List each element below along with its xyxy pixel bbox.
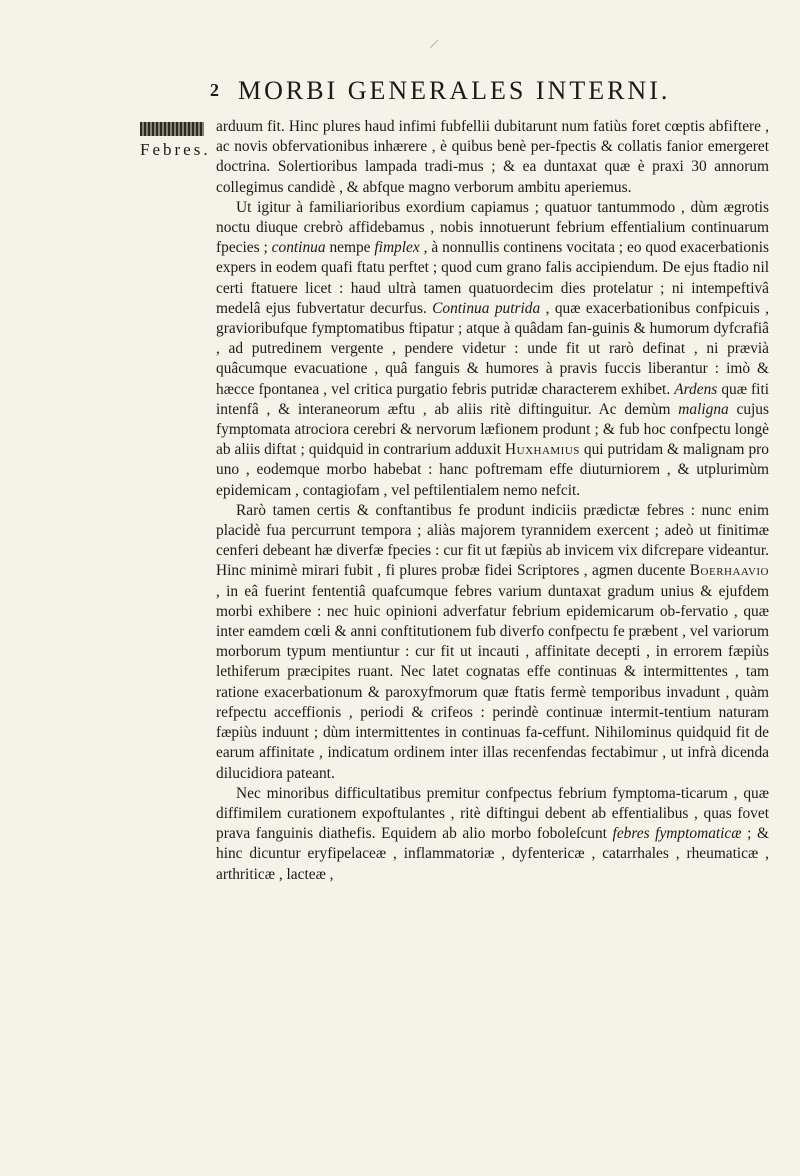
- paragraph: [216, 198, 769, 501]
- margin-note: Febres.: [140, 140, 211, 159]
- text-run: Rarò tamen certis & conftantibus fe produnt indiciis prædictæ febres : nunc enim placidè fua percurrunt tempora ; aliàs majorem tyrannidem exercent ; adeò ut finitimæ cenferi debeant hæ diverfæ fpecies : cur fit ut fæpiùs ab invicem vix difcrepare videantur. Hinc minimè mirari fubit , fi plures probæ fidei Scriptores , agmen ducente: [216, 501, 769, 580]
- paragraph: [216, 784, 769, 885]
- italic-term: Continua putrida: [432, 299, 541, 317]
- text-run: Nec minoribus difficultatibus premitur confpectus febrium fymptoma-ticarum , quæ diffimilem curationem expoftulantes , ritè diftingui debent ab effentialibus , quas fovet prava fanguinis diathefis. Equidem ab alio morbo foboleſcunt: [216, 784, 769, 843]
- text-run: , in eâ fuerint fententiâ quafcumque febres varium duntaxat gradum unius & ejufdem morbi exhibere : nec huic opinioni adverfatur febrium epidemicarum ob-fervatio , quæ inter eamdem cœli & anni conftitutionem fub diverfo confpectu fe præbent , vel variorum morborum typum mentiuntur : cur fit ut incauti , affinitate decepti , in errorem fæpiùs lethiferum præcipites ruant. Nec latet cognatas effe continuas & intermittentes , tam ratione exacerbationum & paroxyfmorum quæ ftatis fermè temporibus invadunt , quàm refpectu acceffionis , periodi & crifeos : perindè continuæ intermit-tentium naturam fæpiùs induunt ; dùm intermittentes in continuas fa-ceffunt. Nihilominus quidquid fit de earum affinitate , indicatum ordinem inter illas recenfendas fectabimur , ut infrà dicenda dilucidiora pateant.: [216, 582, 769, 782]
- ink-speck-icon: [428, 38, 440, 50]
- page-number: 2: [210, 80, 219, 100]
- italic-term: continua: [271, 239, 326, 257]
- text-run: , à nonnullis continens vocitata ; eo quod exacerbationis expers in eodem quafi ftatu perftet ; quod cum grano falis accipiendum. De ejus ftadio nil certi ftatuere licet : haud ultrà tamen quatuordecim dies protelatur ; ni intempeftivâ medelâ ejus fubvertatur decurfus.: [216, 239, 769, 317]
- text-run: qui putridam & malignam pro uno , eodemque morbo habebat : hanc poftremam effe diuturniorem , & utplurimùm epidemicam , contagiofam , vel peftilentialem nemo nefcit.: [216, 441, 769, 499]
- italic-term: febres fymptomaticæ: [612, 825, 742, 843]
- text-run: arduum fit. Hinc plures haud infimi fubfellii dubitarunt num fatiùs foret cœptis abfiftere , ac novis obfervationibus inhærere , è quibus benè per-fpectis & collatis fanior emergeret doctrina. Solertioribus lampada tradi-mus ; & ea duntaxat quæ è praxi 30 annorum collegimus candidè , & abfque magno verborum ambitu aperiemus.: [216, 118, 769, 196]
- text-run: ; & hinc dicuntur eryfipelaceæ , inflammatoriæ , dyfentericæ , catarrhales , rheumaticæ , arthriticæ , lacteæ ,: [216, 825, 769, 883]
- page-header: [210, 76, 770, 106]
- text-run: Ut igitur à familiarioribus exordium capiamus ; quatuor tantummodo , dùm ægrotis noctu diuque crebrò affidebamus , nobis innotuerunt febrium effentialium continuarum fpecies ;: [216, 198, 769, 257]
- running-title: MORBI GENERALES INTERNI.: [238, 76, 671, 105]
- author-name: Huxhamius: [505, 441, 580, 459]
- italic-term: fimplex: [374, 239, 420, 257]
- text-run: cujus fymptomata atrociora cerebri & nervorum læfionem produnt ; & fub hoc confpectu longè ab aliis diftat ; quidquid in contrarium adduxit: [216, 400, 769, 459]
- text-run: quæ fiti intenfâ , & interaneorum æftu , ab aliis ritè diftinguitur. Ac demùm: [216, 380, 769, 418]
- paragraph: [216, 501, 769, 784]
- italic-term: maligna: [678, 400, 729, 418]
- text-run: nempe: [325, 239, 375, 257]
- author-name: Boerhaavio: [689, 562, 769, 580]
- margin-ornament-rule: [140, 122, 204, 136]
- body-text: [216, 117, 769, 885]
- italic-term: Ardens: [674, 380, 718, 398]
- paragraph: [216, 117, 769, 198]
- text-run: , quæ exacerbationibus confpicuis , gravioribufque fymptomatibus ftipatur ; atque à quâdam fan-guinis & humorum dyfcrafiâ , ad putredinem vergente , pendere videtur : unde fit ut rarò definat , ni prævià quâcumque evacuatione , quâ fanguis & humores à pravis fuccis liberantur : imò & hæcce fpontanea , vel critica purgatio febris putridæ characterem exhibet.: [216, 299, 770, 398]
